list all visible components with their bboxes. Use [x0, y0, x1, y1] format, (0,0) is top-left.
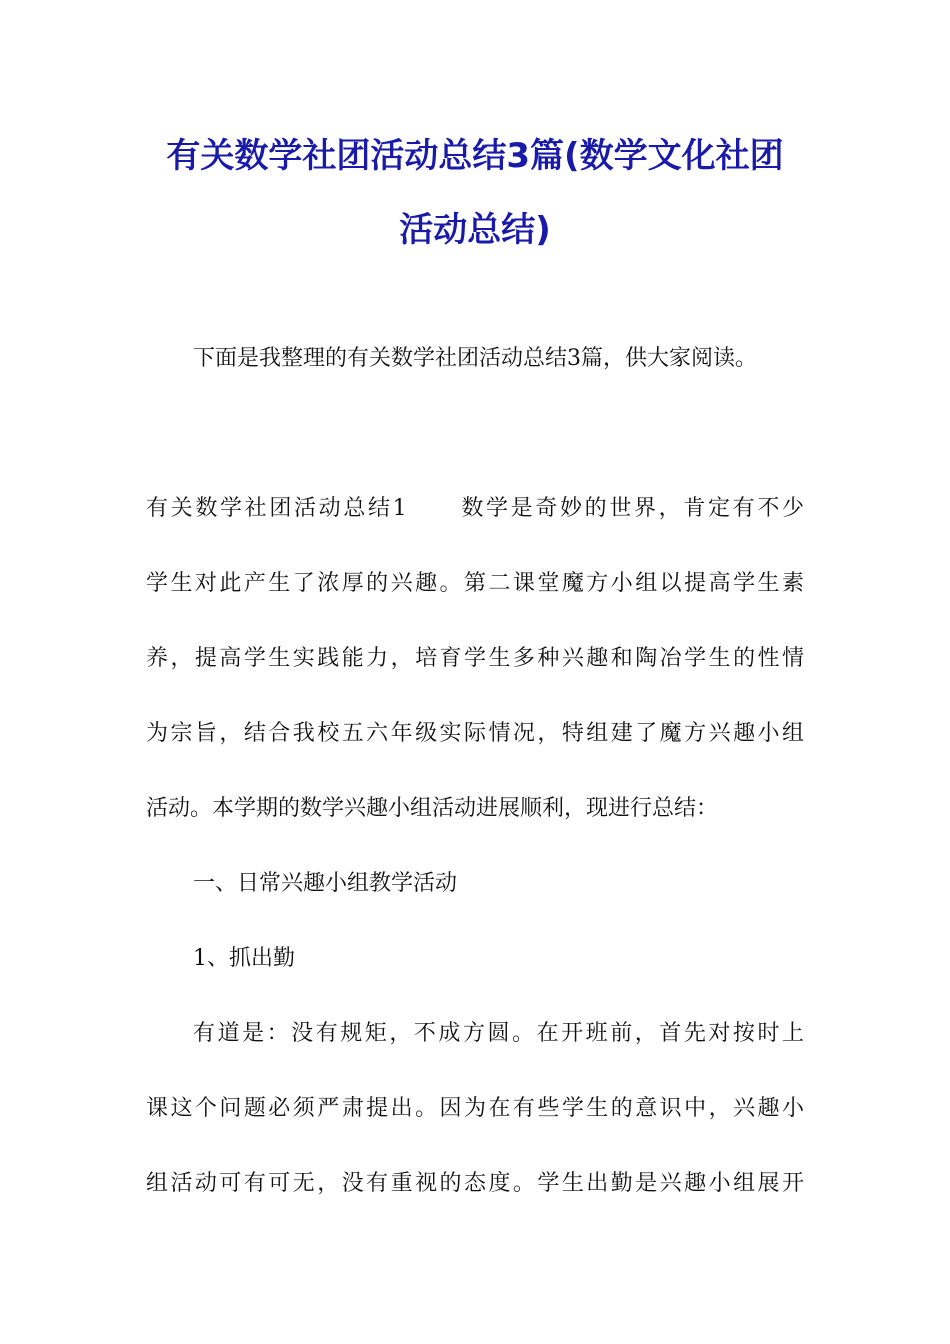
- subheading-attendance: 1、抓出勤: [193, 946, 295, 971]
- paragraph-1-line-5: 活动。本学期的数学兴趣小组活动进展顺利，现进行总结：: [146, 796, 719, 821]
- document-title-line-2: 活动总结): [399, 210, 551, 250]
- paragraph-1-line-1: [146, 494, 804, 524]
- subheading-daily-activities: 一、日常兴趣小组教学活动: [193, 871, 458, 896]
- paragraph-1-line-1-text: 数学是奇妙的世界，肯定有不少: [458, 496, 804, 521]
- paragraph-2-line-2: 课这个问题必须严肃提出。因为在有些学生的意识中，兴趣小: [146, 1096, 804, 1121]
- paragraph-1-line-4: 为宗旨，结合我校五六年级实际情况，特组建了魔方兴趣小组: [146, 721, 804, 746]
- paragraph-2-line-1: 有道是：没有规矩，不成方圆。在开班前，首先对按时上: [193, 1021, 804, 1046]
- intro-paragraph: 下面是我整理的有关数学社团活动总结3篇，供大家阅读。: [193, 346, 757, 371]
- paragraph-1-line-2: 学生对此产生了浓厚的兴趣。第二课堂魔方小组以提高学生素: [146, 571, 804, 596]
- document-title-line-1: 有关数学社团活动总结3篇(数学文化社团: [166, 136, 784, 176]
- paragraph-2-line-3: 组活动可有可无，没有重视的态度。学生出勤是兴趣小组展开: [146, 1171, 804, 1196]
- section-1-heading: 有关数学社团活动总结1: [146, 496, 407, 521]
- paragraph-1-line-3: 养，提高学生实践能力，培育学生多种兴趣和陶冶学生的性情: [146, 646, 804, 671]
